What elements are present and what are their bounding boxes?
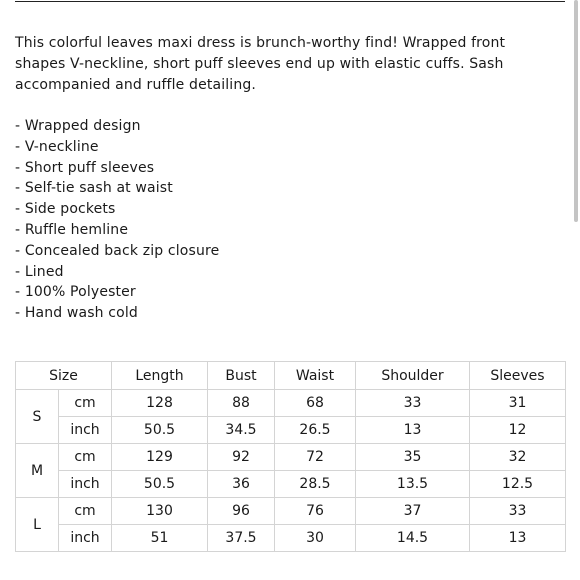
feature-item: - Self-tie sash at waist bbox=[15, 178, 219, 199]
size-label: S bbox=[16, 390, 59, 444]
waist-cell: 72 bbox=[275, 444, 356, 471]
size-label: L bbox=[16, 498, 59, 552]
size-chart-table bbox=[15, 361, 566, 552]
top-divider bbox=[15, 1, 565, 2]
unit-cell: inch bbox=[59, 471, 112, 498]
table-row bbox=[16, 417, 566, 444]
shoulder-cell: 14.5 bbox=[356, 525, 470, 552]
table-row bbox=[16, 525, 566, 552]
feature-item: - 100% Polyester bbox=[15, 282, 219, 303]
table-row bbox=[16, 390, 566, 417]
sleeves-cell: 13 bbox=[470, 525, 566, 552]
feature-item: - Ruffle hemline bbox=[15, 220, 219, 241]
table-row bbox=[16, 471, 566, 498]
feature-item: - Side pockets bbox=[15, 199, 219, 220]
shoulder-cell: 33 bbox=[356, 390, 470, 417]
feature-item: - Concealed back zip closure bbox=[15, 241, 219, 262]
feature-item: - Lined bbox=[15, 262, 219, 283]
shoulder-cell: 13 bbox=[356, 417, 470, 444]
header-shoulder: Shoulder bbox=[356, 362, 470, 390]
length-cell: 50.5 bbox=[112, 471, 208, 498]
waist-cell: 30 bbox=[275, 525, 356, 552]
length-cell: 129 bbox=[112, 444, 208, 471]
header-length: Length bbox=[112, 362, 208, 390]
bust-cell: 36 bbox=[208, 471, 275, 498]
shoulder-cell: 37 bbox=[356, 498, 470, 525]
length-cell: 130 bbox=[112, 498, 208, 525]
bust-cell: 37.5 bbox=[208, 525, 275, 552]
feature-item: - Short puff sleeves bbox=[15, 158, 219, 179]
length-cell: 50.5 bbox=[112, 417, 208, 444]
waist-cell: 28.5 bbox=[275, 471, 356, 498]
size-label: M bbox=[16, 444, 59, 498]
header-waist: Waist bbox=[275, 362, 356, 390]
bust-cell: 92 bbox=[208, 444, 275, 471]
length-cell: 51 bbox=[112, 525, 208, 552]
feature-item: - V-neckline bbox=[15, 137, 219, 158]
header-sleeves: Sleeves bbox=[470, 362, 566, 390]
unit-cell: cm bbox=[59, 444, 112, 471]
feature-item: - Hand wash cold bbox=[15, 303, 219, 324]
feature-item: - Wrapped design bbox=[15, 116, 219, 137]
scrollbar-thumb[interactable] bbox=[574, 0, 578, 222]
scrollbar[interactable] bbox=[572, 0, 580, 580]
unit-cell: inch bbox=[59, 525, 112, 552]
feature-list bbox=[15, 116, 219, 324]
waist-cell: 76 bbox=[275, 498, 356, 525]
length-cell: 128 bbox=[112, 390, 208, 417]
unit-cell: cm bbox=[59, 498, 112, 525]
sleeves-cell: 12 bbox=[470, 417, 566, 444]
sleeves-cell: 12.5 bbox=[470, 471, 566, 498]
shoulder-cell: 13.5 bbox=[356, 471, 470, 498]
bust-cell: 34.5 bbox=[208, 417, 275, 444]
waist-cell: 26.5 bbox=[275, 417, 356, 444]
table-header-row bbox=[16, 362, 566, 390]
table-row bbox=[16, 444, 566, 471]
header-size: Size bbox=[16, 362, 112, 390]
bust-cell: 96 bbox=[208, 498, 275, 525]
bust-cell: 88 bbox=[208, 390, 275, 417]
header-bust: Bust bbox=[208, 362, 275, 390]
waist-cell: 68 bbox=[275, 390, 356, 417]
sleeves-cell: 31 bbox=[470, 390, 566, 417]
unit-cell: cm bbox=[59, 390, 112, 417]
product-description: This colorful leaves maxi dress is brunch-worthy find! Wrapped front shapes V-neckline, short puff sleeves end up with elastic cuffs. Sash accompanied and ruffle detailing. bbox=[15, 35, 506, 93]
table-row bbox=[16, 498, 566, 525]
sleeves-cell: 32 bbox=[470, 444, 566, 471]
unit-cell: inch bbox=[59, 417, 112, 444]
shoulder-cell: 35 bbox=[356, 444, 470, 471]
sleeves-cell: 33 bbox=[470, 498, 566, 525]
